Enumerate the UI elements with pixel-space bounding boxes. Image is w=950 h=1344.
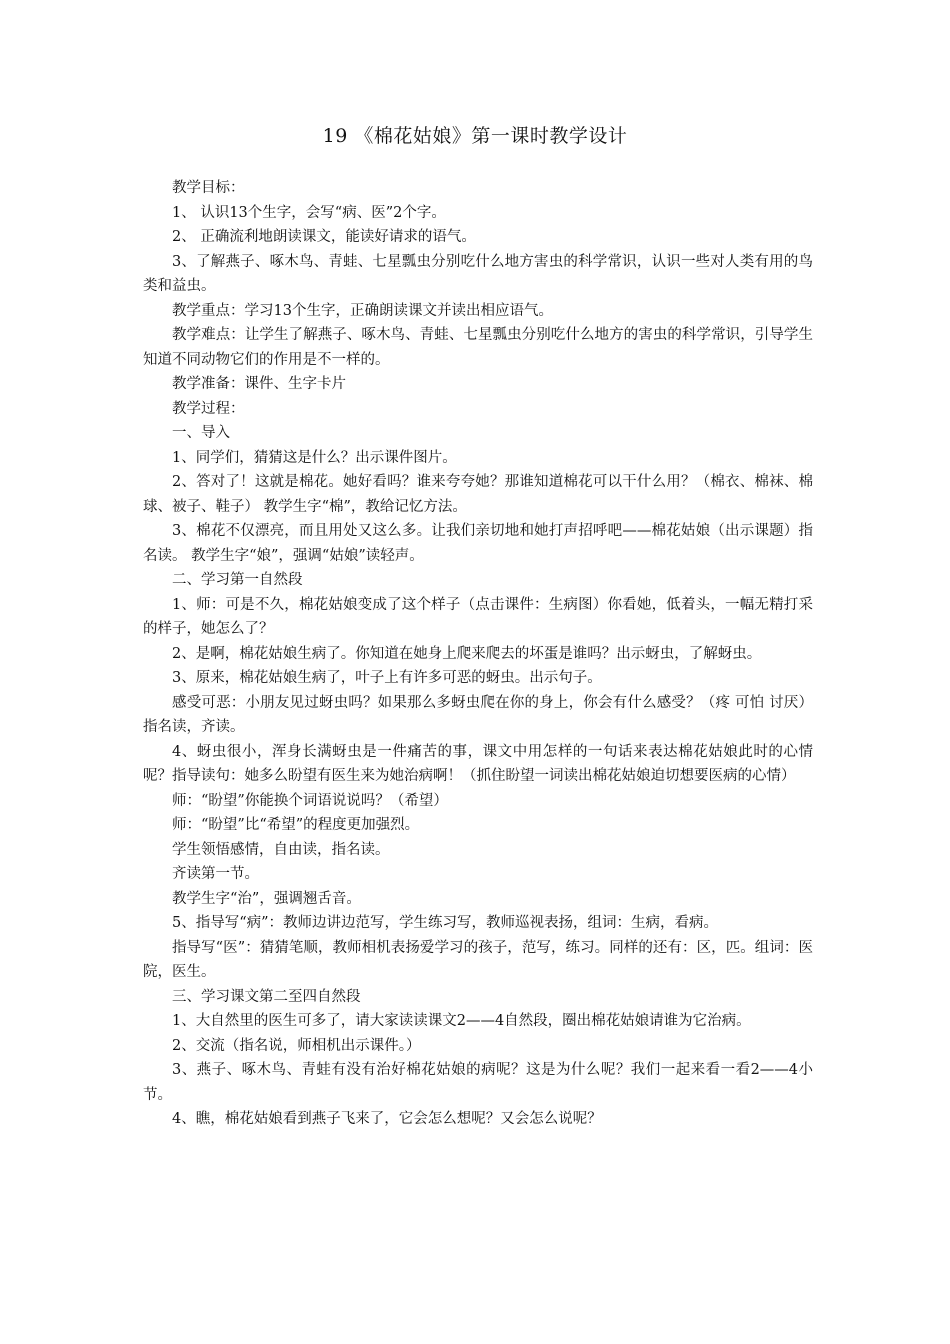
- paragraph: 2、交流（指名说，师相机出示课件。）: [172, 1037, 421, 1054]
- paragraph: 1、 认识13个生字，会写“病、医”2个字。: [172, 204, 446, 221]
- paragraph: 教学过程：: [172, 400, 245, 417]
- paragraph: 学生领悟感情，自由读，指名读。: [172, 841, 390, 858]
- paragraph: 感受可恶：小朋友见过蚜虫吗？如果那么多蚜虫爬在你的身上，你会有什么感受？（疼 可怕 讨厌）指名读，齐读。: [143, 694, 813, 735]
- paragraph: 齐读第一节。: [172, 866, 259, 882]
- paragraph: 3、棉花不仅漂亮，而且用处又这么多。让我们亲切地和她打声招呼吧——棉花姑娘（出示课题）指名读。 教学生字“娘”，强调“姑娘”读轻声。: [143, 523, 813, 564]
- paragraph: 3、原来，棉花姑娘生病了，叶子上有许多可恶的蚜虫。出示句子。: [172, 670, 602, 686]
- section-heading: 一、导入: [172, 425, 230, 441]
- paragraph: 5、指导写“病”：教师边讲边范写，学生练习写，教师巡视表扬，组词：生病，看病。: [172, 915, 719, 931]
- paragraph: 教学目标：: [172, 180, 245, 196]
- paragraph: 2、是啊，棉花姑娘生病了。你知道在她身上爬来爬去的坏蛋是谁吗？出示蚜虫，了解蚜虫。: [172, 645, 762, 662]
- section-heading: 三、学习课文第二至四自然段: [172, 988, 361, 1005]
- paragraph: 2、 正确流利地朗读课文，能读好请求的语气。: [172, 229, 476, 245]
- paragraph: 1、大自然里的医生可多了，请大家读读课文2——4自然段，圈出棉花姑娘请谁为它治病。: [172, 1013, 751, 1029]
- paragraph: 3、燕子、啄木鸟、青蛙有没有治好棉花姑娘的病呢？这是为什么呢？我们一起来看一看2——4小节。: [143, 1062, 813, 1103]
- paragraph: 指导写“医”：猜猜笔顺，教师相机表扬爱学习的孩子，范写，练习。同样的还有：区，匹。组词：医院，医生。: [143, 939, 813, 980]
- paragraph: 4、蚜虫很小，浑身长满蚜虫是一件痛苦的事，课文中用怎样的一句话来表达棉花姑娘此时的心情呢？指导读句：她多么盼望有医生来为她治病啊！（抓住盼望一词读出棉花姑娘迫切想要医病的心情）: [143, 743, 813, 784]
- paragraph: 教学准备：课件、生字卡片: [172, 376, 346, 392]
- paragraph: 1、同学们，猜猜这是什么？出示课件图片。: [172, 449, 457, 466]
- paragraph: 教学重点：学习13个生字，正确朗读课文并读出相应语气。: [172, 302, 553, 319]
- paragraph: 1、师：可是不久，棉花姑娘变成了这个样子（点击课件：生病图）你看她，低着头，一幅无精打采的样子，她怎么了？: [143, 596, 813, 637]
- paragraph: 4、瞧，棉花姑娘看到燕子飞来了，它会怎么想呢？又会怎么说呢？: [172, 1111, 602, 1127]
- paragraph: 3、了解燕子、啄木鸟、青蛙、七星瓢虫分别吃什么地方害虫的科学常识，认识一些对人类有用的鸟类和益虫。: [143, 253, 813, 294]
- paragraph: 师：“盼望”你能换个词语说说吗？（希望）: [172, 792, 448, 809]
- section-heading: 二、学习第一自然段: [172, 572, 303, 588]
- paragraph: 师：“盼望”比“希望”的程度更加强烈。: [172, 817, 420, 833]
- paragraph: 2、答对了！这就是棉花。她好看吗？谁来夸夸她？那谁知道棉花可以干什么用？（棉衣、棉袜、棉球、被子、鞋子） 教学生字“棉”，教给记忆方法。: [143, 474, 813, 515]
- document-title: 19 《棉花姑娘》第一课时教学设计: [322, 125, 628, 147]
- paragraph: 教学生字“治”，强调翘舌音。: [172, 890, 361, 907]
- document-body: [143, 176, 813, 1132]
- paragraph: 教学难点：让学生了解燕子、啄木鸟、青蛙、七星瓢虫分别吃什么地方的害虫的科学常识，引导学生知道不同动物它们的作用是不一样的。: [143, 327, 813, 368]
